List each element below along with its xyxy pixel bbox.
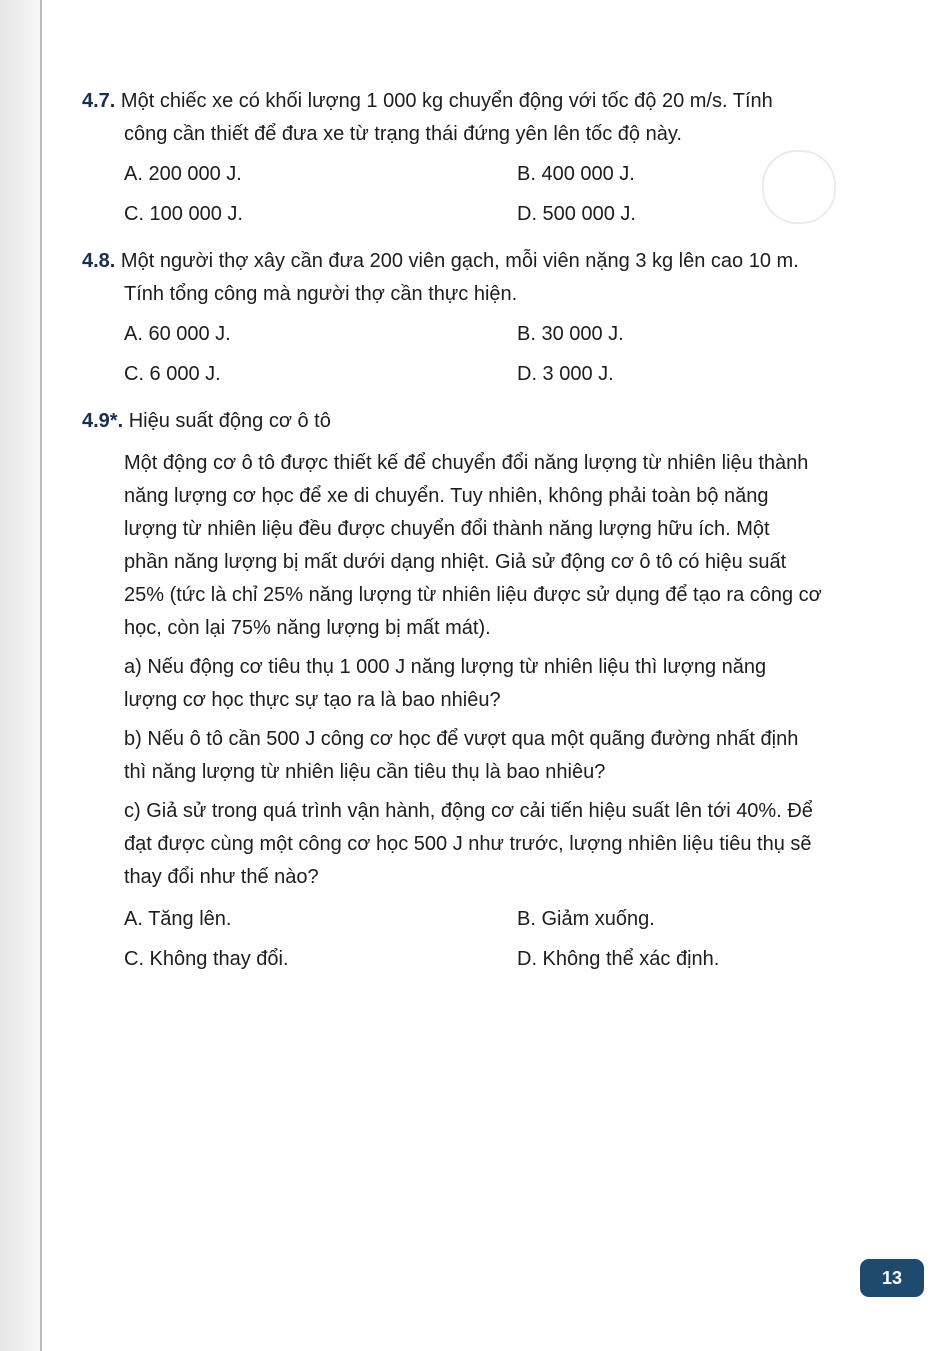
part-b-line: b) Nếu ô tô cần 500 J công cơ học để vượt qua một quãng đường nhất định: [124, 728, 799, 750]
part-c-line: đạt được cùng một công cơ học 500 J như trước, lượng nhiên liệu tiêu thụ sẽ: [124, 833, 812, 855]
page-number-badge: 13: [860, 1259, 924, 1297]
question-text: Một chiếc xe có khối lượng 1 000 kg chuyển động với tốc độ 20 m/s. Tính: [120, 90, 773, 112]
question-4-8: [82, 245, 882, 391]
answer-options: [82, 311, 882, 391]
part-a-line: a) Nếu động cơ tiêu thụ 1 000 J năng lượng từ nhiên liệu thì lượng năng: [124, 656, 767, 678]
intro-line: 25% (tức là chỉ 25% năng lượng từ nhiên liệu được sử dụng để tạo ra công cơ: [124, 584, 822, 606]
option-c: C. 6 000 J.: [124, 363, 221, 385]
question-number: 4.7.: [82, 90, 116, 112]
intro-line: năng lượng cơ học để xe di chuyển. Tuy nhiên, không phải toàn bộ năng: [124, 485, 769, 507]
question-text: công cần thiết để đưa xe từ trạng thái đứng yên lên tốc độ này.: [124, 123, 682, 145]
option-d: D. 500 000 J.: [517, 203, 636, 225]
intro-line: phần năng lượng bị mất dưới dạng nhiệt. Giả sử động cơ ô tô có hiệu suất: [124, 551, 787, 573]
part-a-line: lượng cơ học thực sự tạo ra là bao nhiêu?: [124, 689, 501, 711]
question-text: Tính tổng công mà người thợ cần thực hiện.: [124, 283, 518, 305]
part-b-line: thì năng lượng từ nhiên liệu cần tiêu thụ là bao nhiêu?: [124, 761, 606, 783]
option-d: D. 3 000 J.: [517, 363, 614, 385]
option-a: A. Tăng lên.: [124, 908, 232, 930]
part-a: [82, 651, 882, 717]
question-title: Hiệu suất động cơ ô tô: [128, 410, 331, 432]
option-b: B. 400 000 J.: [517, 163, 635, 185]
answer-options: [82, 896, 882, 976]
question-intro: [82, 447, 882, 645]
option-b: B. Giảm xuống.: [517, 908, 655, 930]
question-4-9: [82, 405, 882, 976]
part-c: [82, 795, 882, 894]
intro-line: Một động cơ ô tô được thiết kế để chuyển đổi năng lượng từ nhiên liệu thành: [124, 452, 809, 474]
option-b: B. 30 000 J.: [517, 323, 624, 345]
question-4-7: [82, 85, 882, 231]
option-a: A. 200 000 J.: [124, 163, 242, 185]
part-c-line: c) Giả sử trong quá trình vận hành, động cơ cải tiến hiệu suất lên tới 40%. Để: [124, 800, 813, 822]
intro-line: học, còn lại 75% năng lượng bị mất mát).: [124, 617, 491, 639]
question-number: 4.8.: [82, 250, 116, 272]
option-c: C. 100 000 J.: [124, 203, 243, 225]
gutter-line: [40, 0, 42, 1351]
intro-line: lượng từ nhiên liệu đều được chuyển đổi thành năng lượng hữu ích. Một: [124, 518, 770, 540]
question-number: 4.9*.: [82, 410, 124, 432]
option-c: C. Không thay đổi.: [124, 948, 289, 970]
option-a: A. 60 000 J.: [124, 323, 231, 345]
question-text: Một người thợ xây cần đưa 200 viên gạch, mỗi viên nặng 3 kg lên cao 10 m.: [120, 250, 799, 272]
answer-options: [82, 151, 882, 231]
part-b: [82, 723, 882, 789]
part-c-line: thay đổi như thế nào?: [124, 866, 319, 888]
option-d: D. Không thể xác định.: [517, 948, 720, 970]
